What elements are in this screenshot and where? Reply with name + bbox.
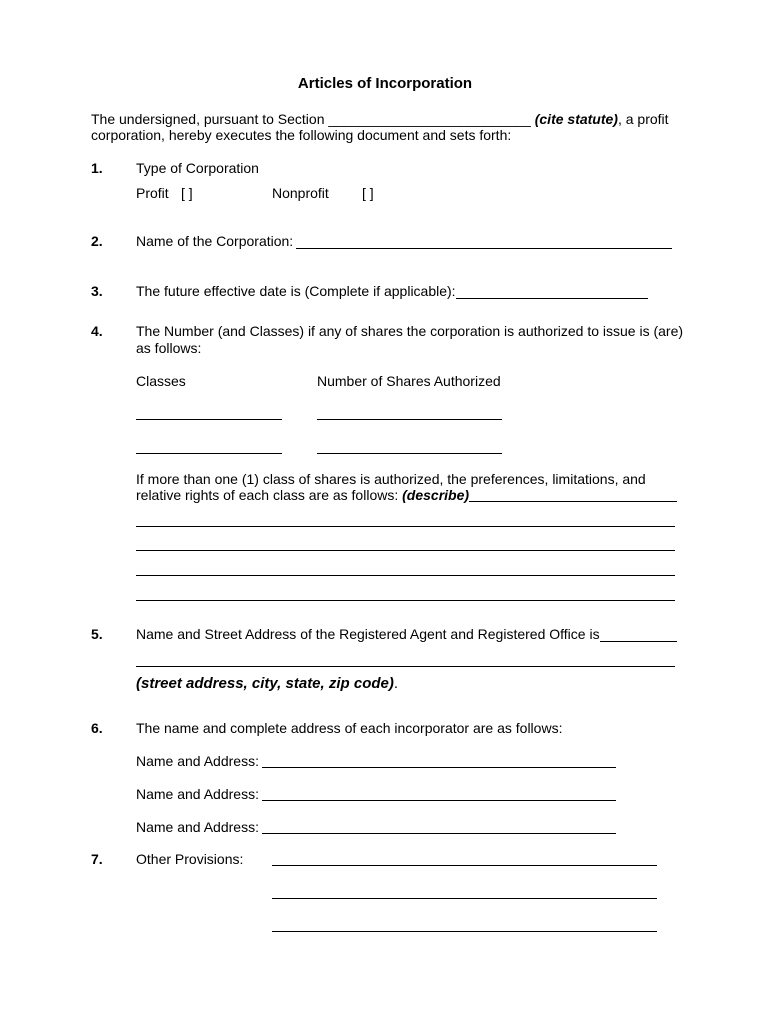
other-provisions-field-1[interactable]	[272, 865, 657, 866]
address-hint-period: .	[393, 675, 399, 692]
section-7-number: 7.	[91, 851, 103, 867]
section-3-number: 3.	[91, 283, 103, 299]
profit-checkbox[interactable]: [ ]	[181, 185, 193, 201]
preferences-line-1: If more than one (1) class of shares is authorized, the preferences, limitations, and	[136, 471, 646, 487]
page-title: Articles of Incorporation	[297, 75, 473, 92]
intro-text: The undersigned, pursuant to Section	[91, 111, 329, 127]
describe-hint: (describe)	[402, 487, 470, 503]
section-1-number: 1.	[91, 160, 103, 176]
class-field-2[interactable]	[136, 453, 282, 454]
class-field-1[interactable]	[136, 419, 282, 420]
nonprofit-option-label: Nonprofit	[272, 185, 329, 201]
section-4-line-1: The Number (and Classes) if any of shares the corporation is authorized to issue is (are)	[136, 323, 684, 339]
section-6-label: The name and complete address of each incorporator are as follows:	[136, 720, 563, 736]
shares-field-2[interactable]	[317, 453, 502, 454]
intro-line-1	[91, 111, 669, 127]
other-provisions-field-3[interactable]	[272, 931, 657, 932]
incorporator-label-3: Name and Address:	[136, 819, 259, 835]
cite-statute-hint: (cite statute)	[530, 111, 618, 127]
address-format-hint: (street address, city, state, zip code)	[136, 675, 394, 692]
section-4-number: 4.	[91, 323, 103, 339]
preferences-field-1[interactable]	[469, 501, 677, 502]
incorporator-field-2[interactable]	[262, 800, 616, 801]
section-2-number: 2.	[91, 233, 103, 249]
section-6-number: 6.	[91, 720, 103, 736]
shares-field-1[interactable]	[317, 419, 502, 420]
section-5-label: Name and Street Address of the Registered Agent and Registered Office is	[136, 626, 600, 642]
preferences-line-2	[136, 487, 469, 503]
nonprofit-checkbox[interactable]: [ ]	[362, 185, 374, 201]
statute-blank[interactable]: __________________________	[328, 111, 531, 127]
preferences-text: relative rights of each class are as follows:	[136, 487, 403, 503]
effective-date-field[interactable]	[456, 298, 648, 299]
section-5-number: 5.	[91, 626, 103, 642]
section-2-label: Name of the Corporation:	[136, 233, 294, 249]
corporation-name-field[interactable]	[296, 248, 672, 249]
preferences-field-4[interactable]	[136, 575, 675, 576]
intro-line-2: corporation, hereby executes the following document and sets forth:	[91, 127, 512, 143]
preferences-field-5[interactable]	[136, 600, 675, 601]
shares-column-header: Number of Shares Authorized	[317, 373, 501, 389]
preferences-field-2[interactable]	[136, 526, 675, 527]
incorporator-label-2: Name and Address:	[136, 786, 259, 802]
registered-agent-field-2[interactable]	[136, 666, 675, 667]
classes-column-header: Classes	[136, 373, 186, 389]
incorporator-field-3[interactable]	[262, 833, 616, 834]
profit-option-label: Profit	[136, 185, 169, 201]
other-provisions-field-2[interactable]	[272, 898, 657, 899]
registered-agent-field-1[interactable]	[600, 641, 677, 642]
intro-text-end: , a profit	[617, 111, 669, 127]
address-hint-line	[136, 676, 398, 692]
section-3-label: The future effective date is (Complete if applicable):	[136, 283, 456, 299]
incorporator-label-1: Name and Address:	[136, 753, 259, 769]
incorporator-field-1[interactable]	[262, 767, 616, 768]
section-4-line-2: as follows:	[136, 340, 202, 356]
preferences-field-3[interactable]	[136, 550, 675, 551]
section-1-label: Type of Corporation	[136, 160, 259, 176]
section-7-label: Other Provisions:	[136, 851, 244, 867]
